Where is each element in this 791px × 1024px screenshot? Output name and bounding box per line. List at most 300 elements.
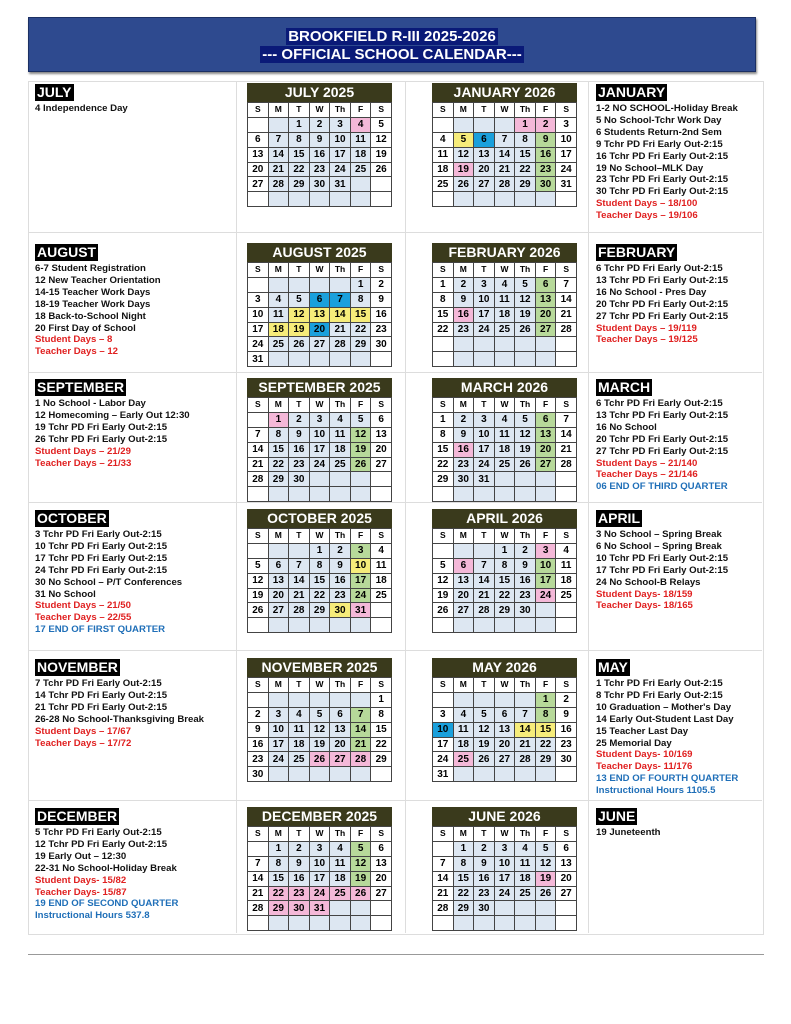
weekday-header: Th <box>515 103 536 118</box>
day-cell: 16 <box>371 307 392 322</box>
week-row <box>433 856 577 871</box>
notes-september <box>35 379 190 469</box>
week-row <box>248 916 392 931</box>
day-cell: 28 <box>350 752 371 767</box>
week-row <box>433 457 577 472</box>
day-cell: 14 <box>515 722 536 737</box>
empty-cell <box>350 767 371 782</box>
day-cell: 18 <box>268 322 289 337</box>
weekday-header: S <box>433 263 454 278</box>
event-item: 19 Early Out – 12:30 <box>35 850 127 862</box>
day-cell: 16 <box>289 871 310 886</box>
weekday-header: S <box>248 263 269 278</box>
row-divider <box>28 502 762 503</box>
day-cell: 2 <box>535 117 556 132</box>
calendar-may-2026 <box>432 658 577 782</box>
calendar-december-2025 <box>247 807 392 931</box>
calendar-subtitle: --- OFFICIAL SCHOOL CALENDAR--- <box>262 46 522 63</box>
notes-july <box>35 84 128 115</box>
notes-february <box>596 244 728 346</box>
day-cell: 17 <box>330 147 351 162</box>
week-row <box>433 307 577 322</box>
week-row <box>248 132 392 147</box>
event-item: 26-28 No School-Thanksgiving Break <box>35 713 205 725</box>
day-cell: 8 <box>433 292 454 307</box>
day-count: Teacher Days- 11/176 <box>596 761 693 773</box>
empty-cell <box>371 192 392 207</box>
empty-cell <box>474 618 495 633</box>
empty-cell <box>453 337 474 352</box>
day-cell: 14 <box>556 292 577 307</box>
day-cell: 22 <box>268 886 289 901</box>
day-cell: 1 <box>453 841 474 856</box>
empty-cell <box>515 192 536 207</box>
calendar-table <box>432 677 577 782</box>
day-cell: 15 <box>433 307 454 322</box>
empty-cell <box>350 177 371 192</box>
weekday-header: S <box>433 678 454 693</box>
day-cell: 24 <box>268 752 289 767</box>
calendar-header <box>28 17 756 72</box>
day-cell: 29 <box>453 901 474 916</box>
empty-cell <box>433 841 454 856</box>
day-cell: 16 <box>289 442 310 457</box>
month-heading: JANUARY <box>598 84 666 100</box>
month-heading: JULY <box>37 84 72 100</box>
day-cell: 17 <box>309 871 330 886</box>
weekday-header: S <box>248 827 269 842</box>
day-cell: 2 <box>248 707 269 722</box>
day-cell: 4 <box>515 841 536 856</box>
empty-cell <box>515 337 536 352</box>
empty-cell <box>433 117 454 132</box>
day-cell: 22 <box>350 322 371 337</box>
empty-cell <box>289 192 310 207</box>
day-cell: 7 <box>433 856 454 871</box>
day-cell: 6 <box>535 412 556 427</box>
day-cell: 8 <box>515 132 536 147</box>
weekday-header: W <box>309 398 330 413</box>
day-cell: 1 <box>268 412 289 427</box>
day-cell: 4 <box>289 707 310 722</box>
empty-cell <box>535 901 556 916</box>
day-cell: 16 <box>535 147 556 162</box>
event-item: 8 Tchr PD Fri Early Out-2:15 <box>596 689 723 701</box>
day-cell: 21 <box>515 737 536 752</box>
weekday-header: M <box>453 529 474 544</box>
day-cell: 20 <box>371 871 392 886</box>
empty-cell <box>474 543 495 558</box>
day-cell: 7 <box>248 427 269 442</box>
calendar-october-2025 <box>247 509 392 633</box>
day-cell: 5 <box>515 412 536 427</box>
week-row <box>248 292 392 307</box>
day-cell: 10 <box>474 427 495 442</box>
day-cell: 24 <box>309 886 330 901</box>
empty-cell <box>535 603 556 618</box>
calendar-november-2025 <box>247 658 392 782</box>
day-cell: 29 <box>371 752 392 767</box>
day-cell: 10 <box>268 722 289 737</box>
day-cell: 22 <box>453 886 474 901</box>
day-cell: 6 <box>309 292 330 307</box>
row-divider <box>28 800 762 801</box>
month-heading: JUNE <box>598 808 636 824</box>
day-cell: 7 <box>330 292 351 307</box>
day-cell: 13 <box>248 147 269 162</box>
empty-cell <box>556 767 577 782</box>
empty-cell <box>433 337 454 352</box>
calendar-table <box>247 262 392 367</box>
empty-cell <box>453 618 474 633</box>
event-item: 16 No School <box>596 421 657 433</box>
empty-cell <box>535 472 556 487</box>
calendar-title: FEBRUARY 2026 <box>432 243 577 262</box>
event-item: 30 Tchr PD Fri Early Out-2:15 <box>596 186 729 198</box>
empty-cell <box>350 352 371 367</box>
district-title: BROOKFIELD R-III 2025-2026 <box>288 28 496 45</box>
weekday-header: S <box>556 103 577 118</box>
event-item: 6 Tchr PD Fri Early Out-2:15 <box>596 398 723 409</box>
day-cell: 20 <box>371 442 392 457</box>
day-cell: 18 <box>289 737 310 752</box>
day-cell: 18 <box>494 442 515 457</box>
weekday-header: S <box>556 678 577 693</box>
week-row <box>248 752 392 767</box>
event-item: 5 Tchr PD Fri Early Out-2:15 <box>35 827 162 838</box>
day-cell: 2 <box>289 412 310 427</box>
weekday-header: T <box>474 263 495 278</box>
day-cell: 15 <box>494 573 515 588</box>
day-cell: 28 <box>556 457 577 472</box>
month-heading: DECEMBER <box>37 808 118 824</box>
week-row <box>433 886 577 901</box>
day-cell: 29 <box>535 752 556 767</box>
day-cell: 1 <box>371 692 392 707</box>
day-cell: 6 <box>248 132 269 147</box>
day-cell: 22 <box>289 162 310 177</box>
calendar-february-2026 <box>432 243 577 367</box>
week-row <box>248 886 392 901</box>
day-cell: 9 <box>474 856 495 871</box>
day-cell: 3 <box>474 277 495 292</box>
day-cell: 6 <box>494 707 515 722</box>
weekday-header: W <box>494 678 515 693</box>
day-cell: 5 <box>350 412 371 427</box>
weekday-header: W <box>309 827 330 842</box>
week-row <box>248 307 392 322</box>
day-cell: 21 <box>248 886 269 901</box>
day-cell: 18 <box>350 147 371 162</box>
month-heading: MAY <box>598 659 628 675</box>
week-row <box>248 707 392 722</box>
event-item: 18-19 Teacher Work Days <box>35 298 151 310</box>
day-cell: 11 <box>556 558 577 573</box>
day-cell: 15 <box>289 147 310 162</box>
week-row <box>248 457 392 472</box>
empty-cell <box>309 618 330 633</box>
weekday-header: S <box>248 678 269 693</box>
week-row <box>433 916 577 931</box>
day-cell: 12 <box>248 573 269 588</box>
empty-cell <box>330 618 351 633</box>
day-cell: 12 <box>350 856 371 871</box>
empty-cell <box>494 192 515 207</box>
week-row <box>248 558 392 573</box>
column-divider <box>236 81 237 933</box>
week-row <box>248 543 392 558</box>
notes-may <box>596 659 738 797</box>
column-divider <box>405 81 406 933</box>
empty-cell <box>535 487 556 502</box>
calendar-january-2026 <box>432 83 577 207</box>
event-item: 22-31 No School-Holiday Break <box>35 862 177 874</box>
day-cell: 16 <box>474 871 495 886</box>
day-cell: 3 <box>350 543 371 558</box>
event-item: 24 No School-B Relays <box>596 576 701 588</box>
day-cell: 10 <box>309 856 330 871</box>
day-cell: 1 <box>289 117 310 132</box>
day-cell: 22 <box>433 457 454 472</box>
day-cell: 31 <box>330 177 351 192</box>
empty-cell <box>268 543 289 558</box>
day-cell: 21 <box>474 588 495 603</box>
day-cell: 21 <box>556 307 577 322</box>
day-cell: 6 <box>556 841 577 856</box>
event-item: 25 Memorial Day <box>596 737 672 749</box>
day-cell: 4 <box>350 117 371 132</box>
empty-cell <box>453 767 474 782</box>
day-cell: 19 <box>248 588 269 603</box>
day-cell: 29 <box>433 472 454 487</box>
weekday-header: F <box>350 398 371 413</box>
day-cell: 20 <box>248 162 269 177</box>
weekday-header: T <box>289 529 310 544</box>
week-row <box>248 352 392 367</box>
day-cell: 3 <box>309 841 330 856</box>
day-cell: 28 <box>494 177 515 192</box>
day-cell: 4 <box>433 132 454 147</box>
week-row <box>433 588 577 603</box>
day-cell: 2 <box>515 543 536 558</box>
day-cell: 20 <box>474 162 495 177</box>
day-cell: 8 <box>494 558 515 573</box>
day-cell: 18 <box>330 871 351 886</box>
week-row <box>433 162 577 177</box>
day-cell: 21 <box>433 886 454 901</box>
calendar-table <box>432 102 577 207</box>
day-cell: 14 <box>330 307 351 322</box>
event-item: 6-7 Student Registration <box>35 263 146 274</box>
day-cell: 28 <box>268 177 289 192</box>
empty-cell <box>330 901 351 916</box>
empty-cell <box>289 277 310 292</box>
week-row <box>433 292 577 307</box>
weekday-header: T <box>289 827 310 842</box>
weekday-header: T <box>474 678 495 693</box>
week-row <box>433 487 577 502</box>
day-cell: 15 <box>309 573 330 588</box>
day-cell: 22 <box>515 162 536 177</box>
day-cell: 26 <box>371 162 392 177</box>
event-item: 10 Tchr PD Fri Early Out-2:15 <box>35 540 168 552</box>
day-cell: 30 <box>453 472 474 487</box>
day-count: Student Days- 18/159 <box>596 588 693 600</box>
day-cell: 30 <box>289 901 310 916</box>
notes-april <box>596 510 728 612</box>
week-row <box>248 337 392 352</box>
day-count: Student Days- 15/82 <box>35 874 127 886</box>
row-divider <box>28 232 762 233</box>
weekday-header: F <box>350 529 371 544</box>
calendar-table <box>247 528 392 633</box>
empty-cell <box>433 192 454 207</box>
event-item: 26 Tchr PD Fri Early Out-2:15 <box>35 433 168 445</box>
day-cell: 6 <box>268 558 289 573</box>
notes-march <box>596 379 728 493</box>
day-cell: 1 <box>535 692 556 707</box>
day-cell: 13 <box>494 722 515 737</box>
day-cell: 10 <box>433 722 454 737</box>
month-heading: AUGUST <box>37 244 97 260</box>
footer-divider <box>28 954 764 955</box>
day-cell: 5 <box>433 558 454 573</box>
day-cell: 16 <box>515 573 536 588</box>
weekday-header: F <box>535 678 556 693</box>
day-cell: 23 <box>289 457 310 472</box>
empty-cell <box>453 487 474 502</box>
day-cell: 12 <box>350 427 371 442</box>
day-cell: 14 <box>289 573 310 588</box>
day-cell: 10 <box>535 558 556 573</box>
empty-cell <box>309 767 330 782</box>
weekday-header: Th <box>515 263 536 278</box>
event-item: 15 Teacher Last Day <box>596 725 689 737</box>
empty-cell <box>248 277 269 292</box>
day-cell: 30 <box>535 177 556 192</box>
day-cell: 14 <box>433 871 454 886</box>
day-cell: 8 <box>268 856 289 871</box>
empty-cell <box>535 618 556 633</box>
notes-january <box>596 84 738 222</box>
day-cell: 21 <box>556 442 577 457</box>
empty-cell <box>309 692 330 707</box>
day-cell: 27 <box>371 886 392 901</box>
week-row <box>433 427 577 442</box>
empty-cell <box>248 117 269 132</box>
day-cell: 11 <box>453 722 474 737</box>
calendar-april-2026 <box>432 509 577 633</box>
event-item: 12 Tchr PD Fri Early Out-2:15 <box>35 838 168 850</box>
event-item: 31 No School <box>35 588 96 600</box>
day-cell: 26 <box>309 752 330 767</box>
empty-cell <box>494 337 515 352</box>
week-row <box>433 177 577 192</box>
empty-cell <box>248 412 269 427</box>
day-count: Student Days – 18/100 <box>596 198 698 210</box>
empty-cell <box>350 618 371 633</box>
event-item: 14-15 Teacher Work Days <box>35 286 151 298</box>
day-cell: 19 <box>433 588 454 603</box>
day-cell: 6 <box>535 277 556 292</box>
empty-cell <box>494 487 515 502</box>
day-cell: 27 <box>535 457 556 472</box>
week-row <box>248 472 392 487</box>
empty-cell <box>371 618 392 633</box>
calendar-june-2026 <box>432 807 577 931</box>
day-cell: 19 <box>350 442 371 457</box>
day-cell: 2 <box>556 692 577 707</box>
event-item: 19 Juneteenth <box>596 827 661 838</box>
day-cell: 31 <box>433 767 454 782</box>
empty-cell <box>289 543 310 558</box>
day-cell: 27 <box>330 752 351 767</box>
event-item: 17 Tchr PD Fri Early Out-2:15 <box>596 564 729 576</box>
day-cell: 13 <box>371 427 392 442</box>
week-row <box>248 618 392 633</box>
day-cell: 15 <box>453 871 474 886</box>
week-row <box>433 472 577 487</box>
calendar-table <box>247 102 392 207</box>
day-cell: 24 <box>433 752 454 767</box>
event-item: 6 No School – Spring Break <box>596 540 722 552</box>
event-item: 6 Tchr PD Fri Early Out-2:15 <box>596 263 723 274</box>
quarter-note: 19 END OF SECOND QUARTER <box>35 898 179 910</box>
calendar-title: DECEMBER 2025 <box>247 807 392 826</box>
day-cell: 8 <box>289 132 310 147</box>
day-cell: 29 <box>309 603 330 618</box>
day-cell: 22 <box>268 457 289 472</box>
empty-cell <box>248 916 269 931</box>
day-cell: 5 <box>289 292 310 307</box>
day-cell: 7 <box>474 558 495 573</box>
day-cell: 29 <box>268 472 289 487</box>
empty-cell <box>330 192 351 207</box>
day-cell: 30 <box>330 603 351 618</box>
empty-cell <box>309 352 330 367</box>
day-count: Student Days – 21/29 <box>35 445 131 457</box>
weekday-header: M <box>453 827 474 842</box>
day-cell: 15 <box>433 442 454 457</box>
week-row <box>248 856 392 871</box>
day-cell: 23 <box>289 886 310 901</box>
week-row <box>433 192 577 207</box>
day-cell: 23 <box>535 162 556 177</box>
day-cell: 24 <box>248 337 269 352</box>
day-cell: 23 <box>330 588 351 603</box>
quarter-note: Instructional Hours 537.8 <box>35 910 150 922</box>
day-cell: 1 <box>494 543 515 558</box>
month-heading: NOVEMBER <box>37 659 118 675</box>
empty-cell <box>330 277 351 292</box>
weekday-header: T <box>289 678 310 693</box>
day-cell: 28 <box>515 752 536 767</box>
day-count: Teacher Days – 12 <box>35 346 119 358</box>
day-cell: 6 <box>474 132 495 147</box>
day-cell: 30 <box>289 472 310 487</box>
empty-cell <box>556 618 577 633</box>
empty-cell <box>556 472 577 487</box>
day-cell: 24 <box>535 588 556 603</box>
empty-cell <box>556 901 577 916</box>
event-item: 13 Tchr PD Fri Early Out-2:15 <box>596 274 729 286</box>
day-cell: 12 <box>515 427 536 442</box>
weekday-header: Th <box>515 398 536 413</box>
empty-cell <box>371 177 392 192</box>
notes-november <box>35 659 204 749</box>
day-cell: 26 <box>289 337 310 352</box>
empty-cell <box>248 692 269 707</box>
